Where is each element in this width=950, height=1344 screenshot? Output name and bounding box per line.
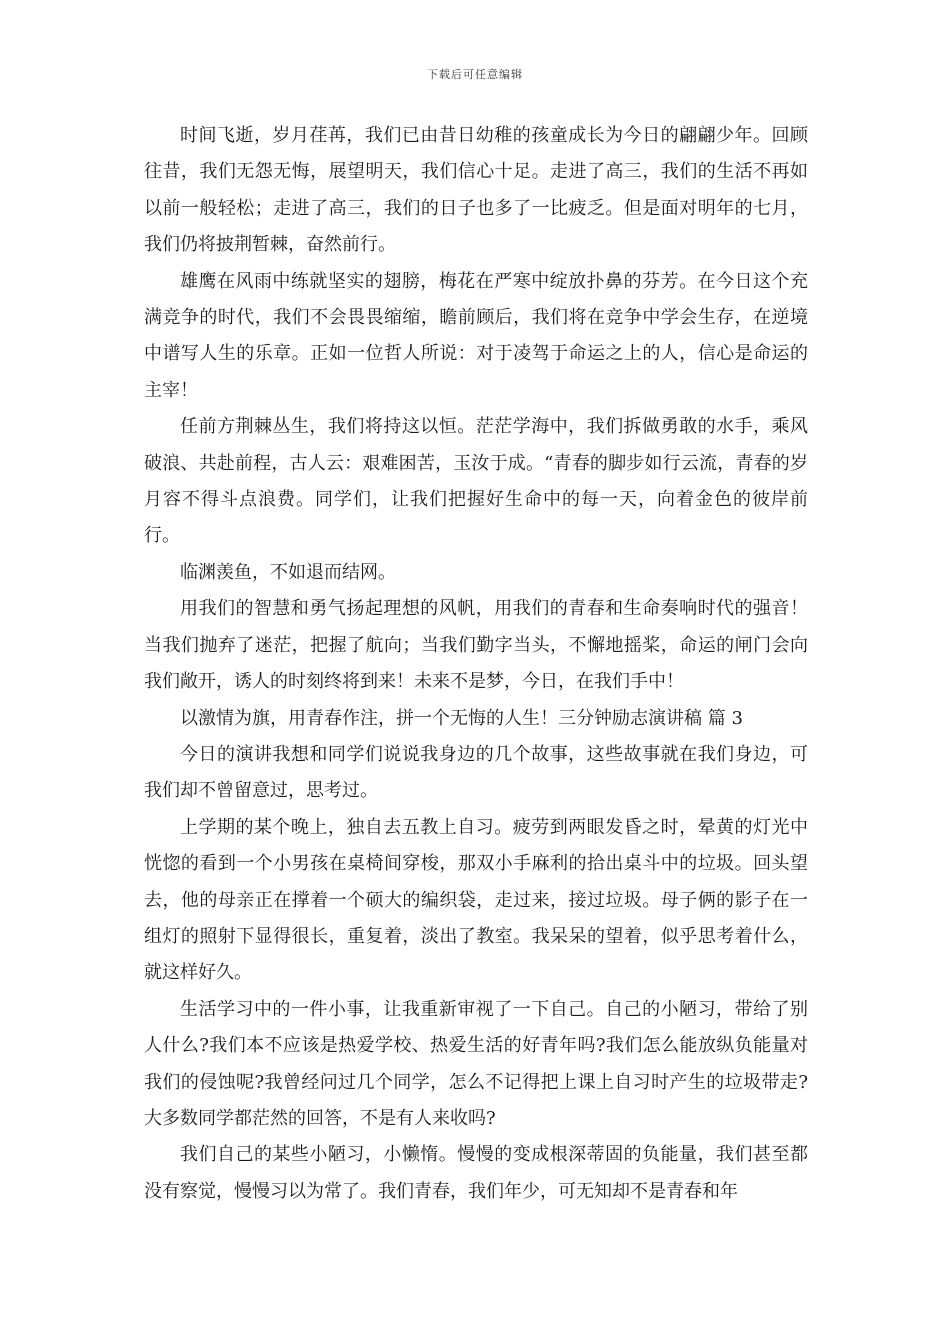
paragraph: 临渊羡鱼，不如退而结网。 (180, 561, 396, 583)
paragraph: 上学期的某个晚上，独自去五教上自习。疲劳到两眼发昏之时，晕黄的灯光中恍惚的看到一个小男孩在桌椅间穿梭，那双小手麻利的拾出桌斗中的垃圾。回头望去，他的母亲正在撑着一个硕大的编织袋，走过来，接过垃圾。母子俩的影子在一组灯的照射下显得很长，重复着，淡出了教室。我呆呆的望着，似乎思考着什么，就这样好久。 (144, 816, 808, 984)
paragraph: 雄鹰在风雨中练就坚实的翅膀，梅花在严寒中绽放扑鼻的芬芳。在今日这个充满竞争的时代，我们不会畏畏缩缩，瞻前顾后，我们将在竞争中学会生存，在逆境中谱写人生的乐章。正如一位哲人所说：对于凌驾于命运之上的人，信心是命运的主宰！ (144, 270, 808, 401)
paragraph: 用我们的智慧和勇气扬起理想的风帆，用我们的青春和生命奏响时代的强音！当我们抛弃了迷茫，把握了航向；当我们勤字当头，不懈地摇桨，命运的闸门会向我们敞开，诱人的时刻终将到来！未来不是梦，今日，在我们手中！ (144, 598, 808, 693)
paragraph: 生活学习中的一件小事，让我重新审视了一下自己。自己的小陋习，带给了别人什么?我们本不应该是热爱学校、热爱生活的好青年吗?我们怎么能放纵负能量对我们的侵蚀呢?我曾经问过几个同学，怎么不记得把上课上自习时产生的垃圾带走?大多数同学都茫然的回答，不是有人来收吗? (144, 998, 808, 1129)
page-header: 下载后可任意编辑 (427, 68, 523, 81)
paragraph: 以激情为旗，用青春作注，拼一个无悔的人生！三分钟励志演讲稿 篇 3 (180, 707, 743, 729)
paragraph: 我们自己的某些小陋习，小懒惰。慢慢的变成根深蒂固的负能量，我们甚至都没有察觉，慢慢习以为常了。我们青春，我们年少，可无知却不是青春和年 (144, 1144, 808, 1202)
paragraph: 任前方荆棘丛生，我们将持这以恒。茫茫学海中，我们拆做勇敢的水手，乘风破浪、共赴前程，古人云：艰难困苦，玉汝于成。“青春的脚步如行云流，青春的岁月容不得斗点浪费。同学们，让我们把握好生命中的每一天，向着金色的彼岸前行。 (144, 416, 808, 547)
paragraph: 今日的演讲我想和同学们说说我身边的几个故事，这些故事就在我们身边，可我们却不曾留意过，思考过。 (144, 743, 808, 802)
paragraph: 时间飞逝，岁月荏苒，我们已由昔日幼稚的孩童成长为今日的翩翩少年。回顾往昔，我们无怨无悔，展望明天，我们信心十足。走进了高三，我们的生活不再如以前一般轻松；走进了高三，我们的日子也多了一比疲乏。但是面对明年的七月，我们仍将披荆暂棘，奋然前行。 (144, 125, 808, 256)
document-body (144, 118, 808, 1210)
